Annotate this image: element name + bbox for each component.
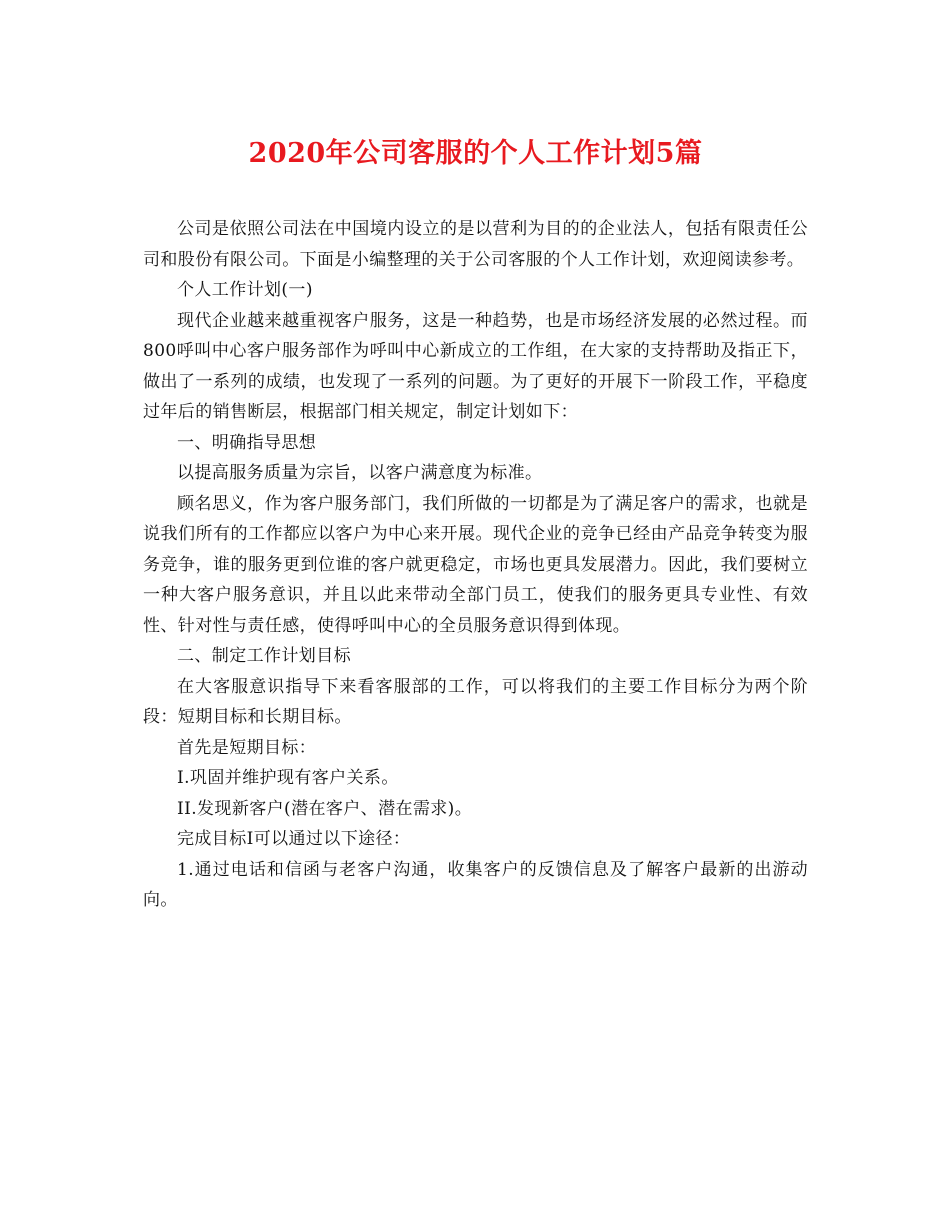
paragraph-goal-1-ways: 完成目标I可以通过以下途径： [177, 829, 411, 849]
document-body [143, 214, 808, 916]
paragraph-purpose: 以提高服务质量为宗旨，以客户满意度为标准。 [177, 463, 543, 483]
paragraph-background: 现代企业越来越重视客户服务，这是一种趋势，也是市场经济发展的必然过程。而800呼叫中心客户服务部作为呼叫中心新成立的工作组，在大家的支持帮助及指正下，做出了一系列的成绩，也发现了一系列的问题。为了更好的开展下一阶段工作，平稳度过年后的销售断层，根据部门相关规定，制定计划如下： [143, 310, 808, 422]
section-heading-guiding-idea: 一、明确指导思想 [177, 432, 317, 453]
document-page [143, 128, 808, 916]
list-item-way-1: 1.通过电话和信函与老客户沟通，收集客户的反馈信息及了解客户最新的出游动向。 [143, 859, 808, 910]
paragraph-service-awareness: 顾名思义，作为客户服务部门，我们所做的一切都是为了满足客户的需求，也就是说我们所有的工作都应以客户为中心来开展。现代企业的竞争已经由产品竞争转变为服务竞争，谁的服务更到位谁的客户就更稳定，市场也更具发展潜力。因此，我们要树立一种大客户服务意识，并且以此来带动全部门员工，使我们的服务更具专业性、有效性、针对性与责任感，使得呼叫中心的全员服务意识得到体现。 [143, 493, 808, 636]
paragraph-intro: 公司是依照公司法在中国境内设立的是以营利为目的的企业法人，包括有限责任公司和股份有限公司。下面是小编整理的关于公司客服的个人工作计划，欢迎阅读参考。 [143, 219, 808, 270]
section-heading-plan-1: 个人工作计划(一) [177, 280, 313, 300]
section-heading-goals: 二、制定工作计划目标 [177, 646, 351, 666]
list-item-goal-1: I.巩固并维护现有客户关系。 [177, 768, 399, 788]
paragraph-short-term: 首先是短期目标： [177, 737, 317, 758]
paragraph-goal-stages: 在大客服意识指导下来看客服部的工作，可以将我们的主要工作目标分为两个阶段：短期目标和长期目标。 [143, 676, 808, 727]
document-title: 2020年公司客服的个人工作计划5篇 [248, 138, 703, 169]
list-item-goal-2: II.发现新客户(潜在客户、潜在需求)。 [177, 798, 473, 819]
